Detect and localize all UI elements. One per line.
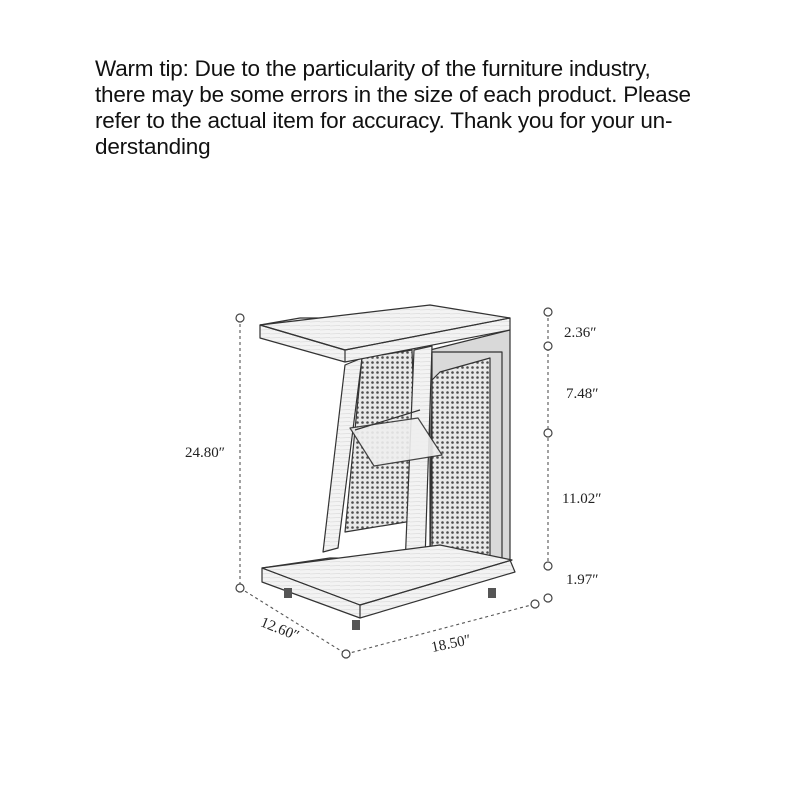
tip-line: refer to the actual item for accuracy. Thank you for your un- <box>95 108 673 133</box>
caster <box>284 588 292 598</box>
top-thickness-label: 2.36″ <box>564 325 597 341</box>
width-label: 18.50″ <box>429 632 473 657</box>
base-height-label: 1.97″ <box>566 572 599 588</box>
tip-line: Warm tip: Due to the particularity of the furniture industry, <box>95 56 651 81</box>
tip-line: there may be some errors in the size of each product. Please <box>95 82 691 107</box>
lower-section-label: 11.02″ <box>562 491 602 507</box>
caster <box>352 620 360 630</box>
depth-label: 12.60″ <box>258 614 302 645</box>
tip-line: derstanding <box>95 134 211 159</box>
caster <box>488 588 496 598</box>
side-table-illustration <box>260 305 515 630</box>
right-rattan-panel <box>430 358 490 575</box>
upper-section-label: 7.48″ <box>566 386 599 402</box>
overall-height-label: 24.80″ <box>185 445 225 461</box>
